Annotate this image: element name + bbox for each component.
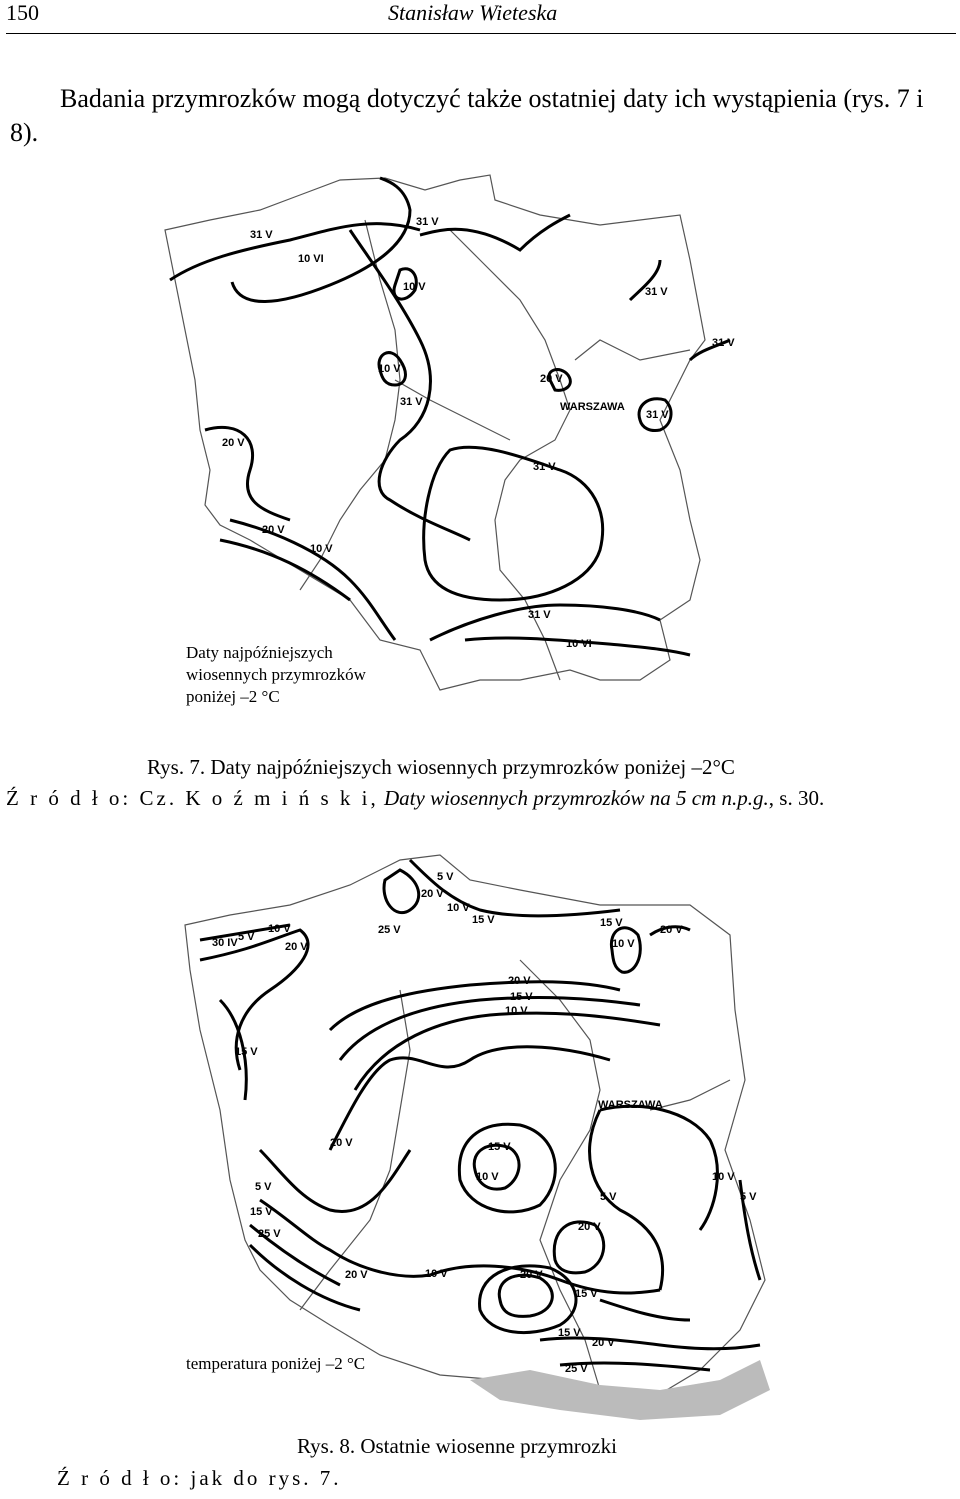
- map8-label: 10 V: [268, 923, 291, 935]
- map7-contour: [350, 230, 470, 540]
- map8-contour: [600, 1106, 717, 1230]
- map7-contour: [170, 224, 420, 280]
- body-paragraph: Badania przymrozków mogą dotyczyć także ostatniej daty ich wystąpienia (rys. 7 i 8).: [10, 84, 924, 147]
- map8-label: 15 V: [488, 1141, 511, 1153]
- map8-label: 10 V: [712, 1171, 735, 1183]
- map8-label: 20 V: [330, 1137, 353, 1149]
- map8-contour: [430, 1266, 660, 1293]
- map8-contour: [250, 1245, 360, 1310]
- map8-label: 20 V: [421, 888, 444, 900]
- map8-label: 20 V: [660, 924, 683, 936]
- figure7-source: [6, 786, 824, 811]
- map8-label: 20 V: [345, 1269, 368, 1281]
- map8-mountain-shading: [470, 1360, 770, 1420]
- map8-label: 15 V: [472, 914, 495, 926]
- map8-label: 25 V: [258, 1228, 281, 1240]
- map7-label: 31 V: [528, 609, 551, 621]
- last-spring-frost-map-rys8: [0, 850, 960, 1430]
- map7-label: 10 V: [378, 363, 401, 375]
- frost-date-map-rys7: [0, 170, 960, 730]
- map8-label: 20 V: [508, 975, 531, 987]
- map7-label: 31 V: [400, 396, 423, 408]
- figure8-source: Ź r ó d ł o: jak do rys. 7.: [57, 1466, 342, 1490]
- map7-legend-line: wiosennych przymrozków: [186, 665, 366, 684]
- map8-contour: [355, 1013, 660, 1090]
- map8-label: 20 V: [285, 941, 308, 953]
- map8-label: 15 V: [575, 1288, 598, 1300]
- map7-legend-line: Daty najpóźniejszych: [186, 643, 333, 662]
- source-title: Daty wiosennych przymrozków na 5 cm n.p.g.: [378, 786, 769, 810]
- map8-label: 20 V: [578, 1221, 601, 1233]
- source-prefix: Ź r ó d ł o: Cz.: [6, 786, 186, 810]
- map7-legend-line: poniżej –2 °C: [186, 687, 280, 706]
- map8-label: 30 IV: [212, 937, 238, 949]
- map7-river-bug: [575, 340, 690, 360]
- figure7-caption: Rys. 7. Daty najpóźniejszych wiosennych przymrozków poniżej –2°C: [147, 755, 735, 779]
- map8-contour: [499, 1275, 552, 1316]
- map8-label: 15 V: [250, 1206, 273, 1218]
- map7-contour: [424, 447, 603, 600]
- map7-label: WARSZAWA: [560, 401, 625, 413]
- map8-contour: [384, 870, 419, 913]
- map7-label: 31 V: [416, 216, 439, 228]
- map8-legend: temperatura poniżej –2 °C: [186, 1354, 366, 1373]
- map8-label: 15 V: [510, 991, 533, 1003]
- map7-label: 31 V: [645, 286, 668, 298]
- map8-label: 15 V: [600, 917, 623, 929]
- map8-label: 25 V: [565, 1363, 588, 1375]
- map8-label: 10 V: [447, 902, 470, 914]
- figure8-caption: Rys. 8. Ostatnie wiosenne przymrozki: [297, 1434, 617, 1458]
- map7-label: 31 V: [250, 229, 273, 241]
- map7-contour: [205, 427, 290, 520]
- header-rule: [6, 33, 956, 34]
- source-suffix: , s. 30.: [768, 786, 825, 810]
- map8-label: 15 V: [235, 1046, 258, 1058]
- map7-label: 10 VI: [566, 638, 592, 650]
- map8-label: 20 V: [520, 1269, 543, 1281]
- map8-contour: [330, 1047, 610, 1150]
- map8-label: 5 V: [740, 1191, 757, 1203]
- map8-label: 5 V: [600, 1191, 617, 1203]
- map8-label: 10 V: [476, 1171, 499, 1183]
- map8-label: 20 V: [592, 1337, 615, 1349]
- map7-label: 20 V: [222, 437, 245, 449]
- map8-label: 15 V: [558, 1327, 581, 1339]
- page-number: 150: [6, 0, 39, 25]
- map8-label: 10 V: [505, 1005, 528, 1017]
- running-head: Stanisław Wieteska: [388, 0, 558, 25]
- map8-label: WARSZAWA: [598, 1099, 663, 1111]
- map8-label: 25 V: [378, 924, 401, 936]
- map7-label: 20 V: [540, 373, 563, 385]
- map8-label: 5 V: [238, 931, 255, 943]
- map7-contour: [230, 520, 395, 640]
- source-author: K o ź m i ń s k i,: [185, 786, 379, 810]
- map7-label: 31 V: [646, 409, 669, 421]
- map8-label: 5 V: [255, 1181, 272, 1193]
- map7-contour: [420, 215, 570, 250]
- map8-label: 5 V: [437, 871, 454, 883]
- map7-label: 20 V: [262, 524, 285, 536]
- map7-label: 10 VI: [298, 253, 324, 265]
- map7-label: 31 V: [533, 461, 556, 473]
- map8-contour: [611, 928, 640, 973]
- map7-border: [165, 175, 705, 690]
- map8-contour: [260, 1150, 410, 1212]
- map7-label: 10 V: [403, 281, 426, 293]
- map7-legend: [186, 642, 366, 708]
- map7-label: 31 V: [712, 337, 735, 349]
- map7-label: 10 V: [310, 543, 333, 555]
- map8-label: 10 V: [612, 938, 635, 950]
- map8-label: 10 V: [425, 1268, 448, 1280]
- map8-contour: [600, 1300, 690, 1320]
